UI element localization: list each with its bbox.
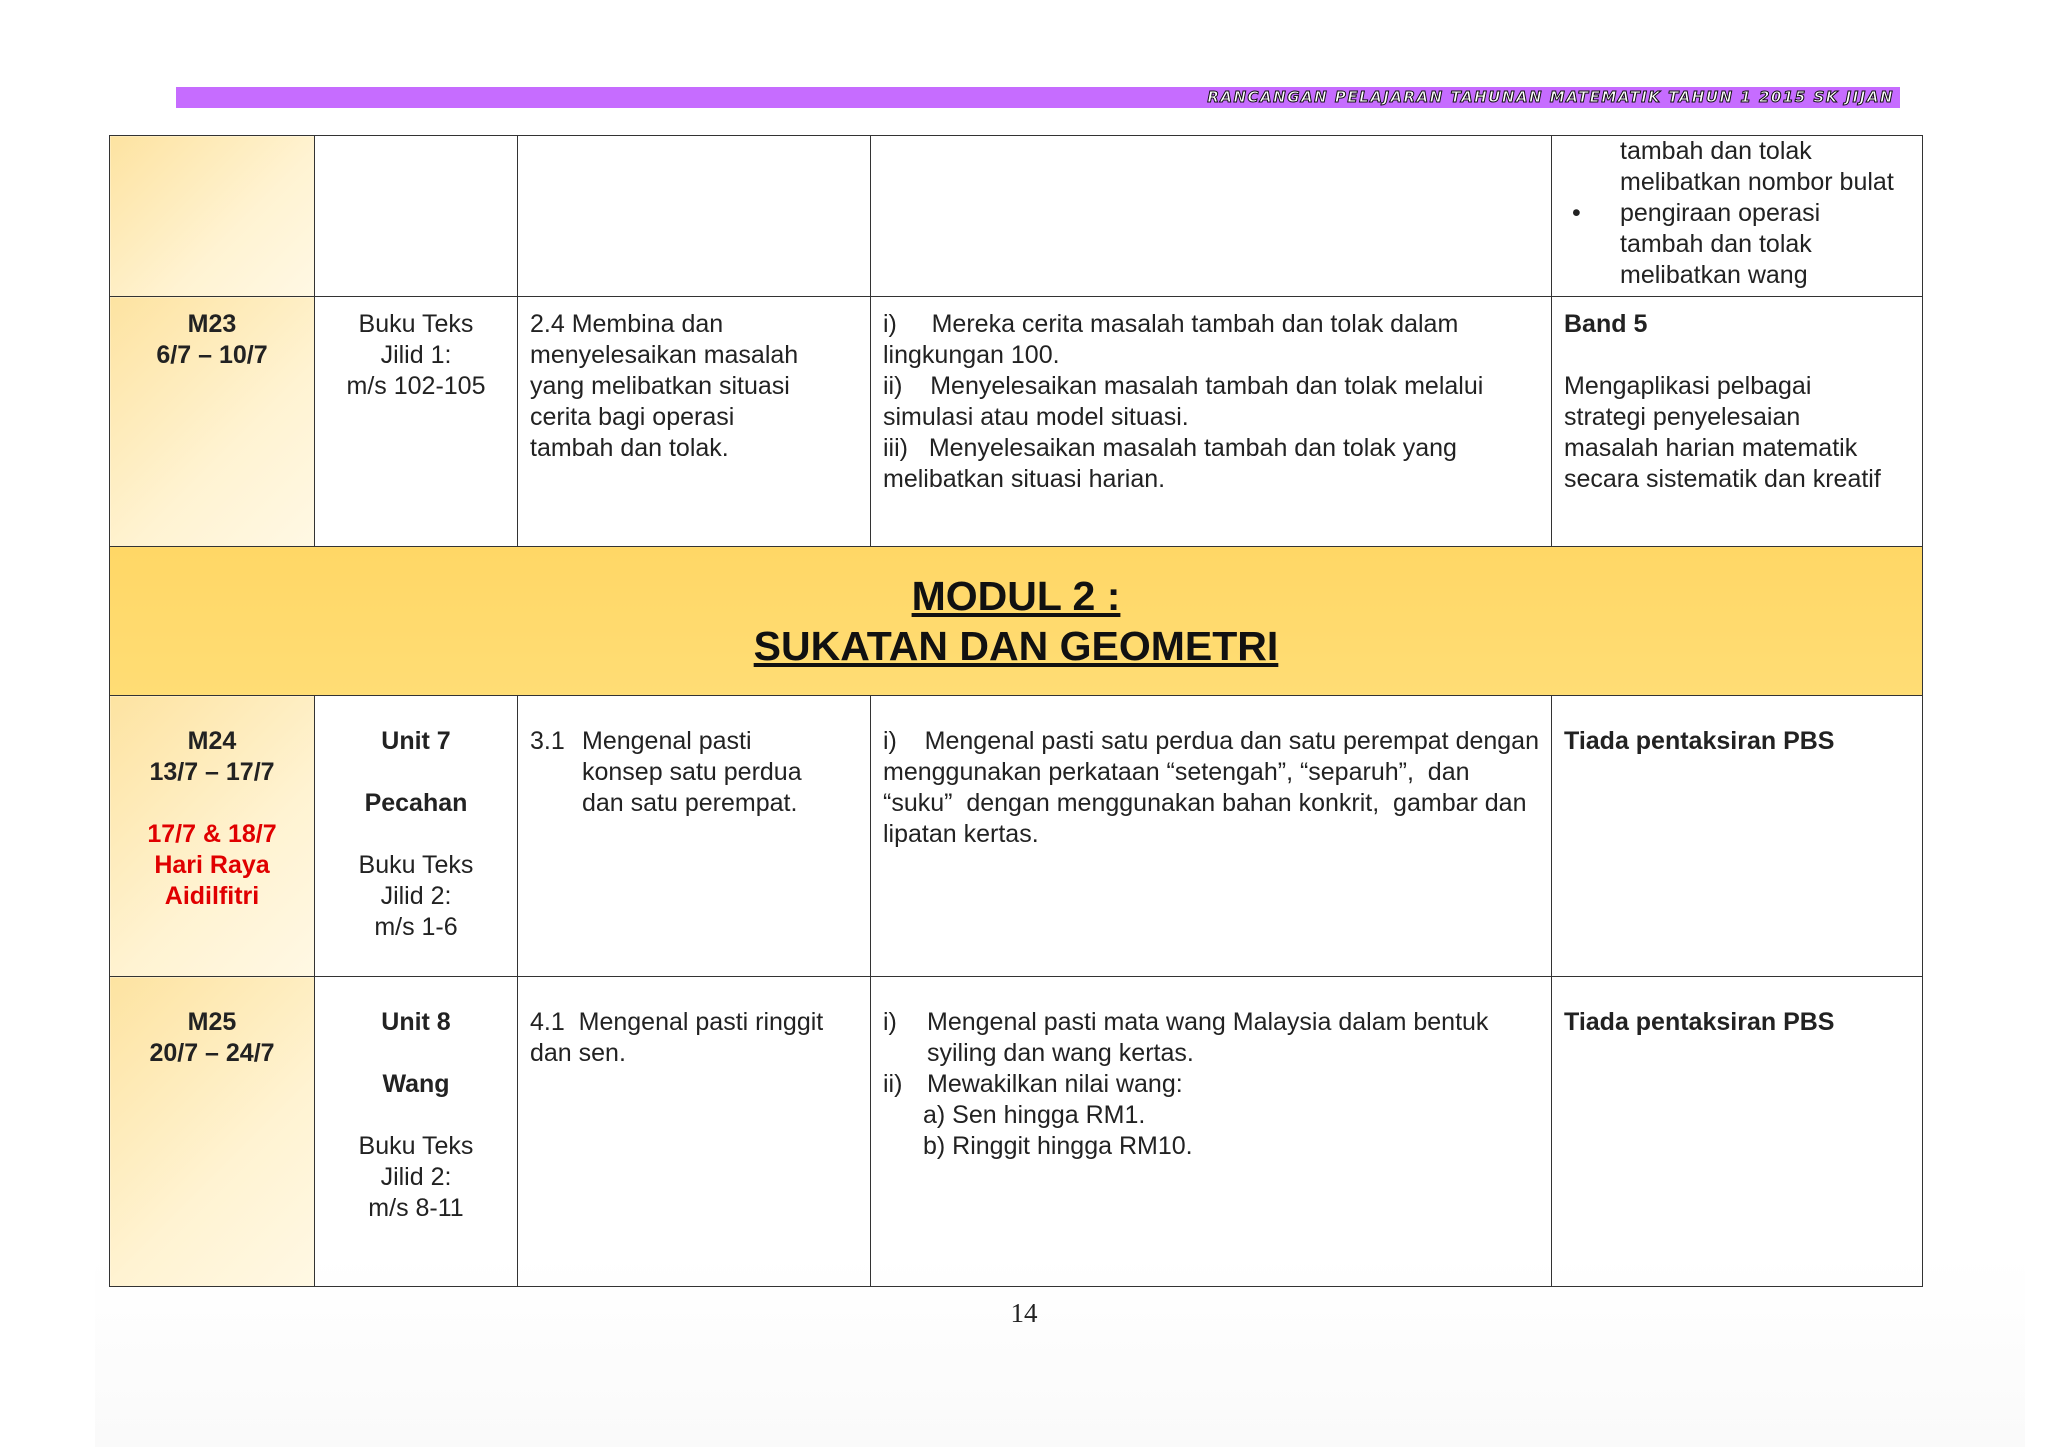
assessment-cell <box>1552 696 1923 977</box>
objective-text: Mewakilkan nilai wang: <box>927 1070 1183 1098</box>
objective-number: ii) <box>883 1070 903 1098</box>
bullet-line: melibatkan wang <box>1620 261 1808 289</box>
assessment-cell <box>1552 297 1923 547</box>
week-cell <box>110 696 315 977</box>
continuation-line: melibatkan nombor bulat <box>1620 168 1894 196</box>
resource-line: Buku Teks <box>358 851 474 879</box>
standard-line: konsep satu perdua <box>582 758 802 786</box>
unit-label: Unit 7 <box>381 727 451 755</box>
week-cell <box>110 136 315 297</box>
standard-line: menyelesaikan masalah <box>530 341 799 369</box>
resource-line: Buku Teks <box>358 1132 474 1160</box>
objective-subitem: b) Ringgit hingga RM10. <box>923 1132 1193 1160</box>
resource-cell <box>315 977 518 1287</box>
table-row <box>110 136 1923 297</box>
module-header-cell <box>110 547 1923 696</box>
resource-line: m/s 1-6 <box>374 913 458 941</box>
assessment-cell <box>1552 977 1923 1287</box>
header-banner-text: RANCANGAN PELAJARAN TAHUNAN MATEMATIK TAHUN 1 2015 SK JIJAN <box>1207 88 1894 106</box>
standard-cell <box>518 977 871 1287</box>
continuation-line: tambah dan tolak <box>1620 137 1812 165</box>
week-dates: 20/7 – 24/7 <box>149 1039 275 1067</box>
resource-line: m/s 8-11 <box>368 1194 464 1222</box>
resource-line: Buku Teks <box>358 310 474 338</box>
objective-text: Mengenal pasti mata wang Malaysia dalam bentuk syiling dan wang kertas. <box>927 1008 1489 1067</box>
week-number: M25 <box>187 1008 237 1036</box>
topic-label: Wang <box>382 1070 450 1098</box>
table-row <box>110 977 1923 1287</box>
objective-cell <box>871 297 1552 547</box>
resource-line: m/s 102-105 <box>346 372 486 400</box>
header-banner <box>176 87 1900 108</box>
objective-subitem: a) Sen hingga RM1. <box>923 1101 1146 1129</box>
standard-cell <box>518 297 871 547</box>
week-number: M24 <box>187 727 237 755</box>
holiday-note: 17/7 & 18/7 <box>147 820 277 848</box>
objective-number: i) <box>883 1008 897 1036</box>
week-cell <box>110 297 315 547</box>
lesson-plan-table <box>109 135 1923 1287</box>
page-number: 14 <box>1010 1298 1038 1328</box>
band-label: Band 5 <box>1564 310 1648 338</box>
assessment-note: Tiada pentaksiran PBS <box>1564 727 1835 755</box>
bullet-line: pengiraan operasi <box>1620 199 1821 227</box>
standard-line: 2.4 Membina dan <box>530 310 724 338</box>
objective-item: i) Mereka cerita masalah tambah dan tolak dalam lingkungan 100. <box>883 310 1466 369</box>
topic-label: Pecahan <box>364 789 468 817</box>
assessment-line: secara sistematik dan kreatif <box>1564 465 1881 493</box>
unit-label: Unit 8 <box>381 1008 451 1036</box>
objective-cell <box>871 977 1552 1287</box>
bullet-line: tambah dan tolak <box>1620 230 1812 258</box>
resource-line: Jilid 2: <box>380 1163 452 1191</box>
bullet-icon: • <box>1572 199 1581 227</box>
standard-cell <box>518 696 871 977</box>
table-row <box>110 696 1923 977</box>
standard-line: cerita bagi operasi <box>530 403 735 431</box>
resource-cell <box>315 696 518 977</box>
holiday-note: Aidilfitri <box>164 882 260 910</box>
objective-item: i) Mengenal pasti satu perdua dan satu perempat dengan menggunakan perkataan “setengah”, “separuh”, dan “suku” dengan menggunakan bahan konkrit, gambar dan lipatan kertas. <box>883 727 1546 848</box>
module-subtitle: SUKATAN DAN GEOMETRI <box>753 623 1279 669</box>
standard-line: Mengenal pasti <box>582 727 752 755</box>
objective-item: ii) Menyelesaikan masalah tambah dan tolak melalui simulasi atau model situasi. <box>883 372 1491 431</box>
week-cell <box>110 977 315 1287</box>
assessment-line: masalah harian matematik <box>1564 434 1858 462</box>
table-row <box>110 297 1923 547</box>
standard-text: 4.1 Mengenal pasti ringgit dan sen. <box>530 1008 831 1067</box>
objective-cell <box>871 136 1552 297</box>
standard-cell <box>518 136 871 297</box>
resource-cell <box>315 297 518 547</box>
objective-item <box>883 1069 1539 1100</box>
week-dates: 13/7 – 17/7 <box>149 758 275 786</box>
week-number: M23 <box>187 310 237 338</box>
resource-line: Jilid 2: <box>380 882 452 910</box>
bullet-list <box>1564 198 1910 291</box>
module-header-row <box>110 547 1923 696</box>
standard-line: yang melibatkan situasi <box>530 372 790 400</box>
standard-number: 3.1 <box>530 727 565 755</box>
resource-cell <box>315 136 518 297</box>
list-item <box>1564 198 1910 291</box>
objective-item: iii) Menyelesaikan masalah tambah dan tolak yang melibatkan situasi harian. <box>883 434 1464 493</box>
assessment-cell <box>1552 136 1923 297</box>
week-dates: 6/7 – 10/7 <box>156 341 268 369</box>
assessment-note: Tiada pentaksiran PBS <box>1564 1008 1835 1036</box>
assessment-line: Mengaplikasi pelbagai <box>1564 372 1812 400</box>
module-title: MODUL 2 : <box>911 573 1121 619</box>
assessment-line: strategi penyelesaian <box>1564 403 1801 431</box>
resource-line: Jilid 1: <box>380 341 452 369</box>
holiday-note: Hari Raya <box>154 851 270 879</box>
objective-item <box>883 1007 1539 1069</box>
objective-cell <box>871 696 1552 977</box>
standard-line: dan satu perempat. <box>582 789 798 817</box>
standard-line: tambah dan tolak. <box>530 434 729 462</box>
